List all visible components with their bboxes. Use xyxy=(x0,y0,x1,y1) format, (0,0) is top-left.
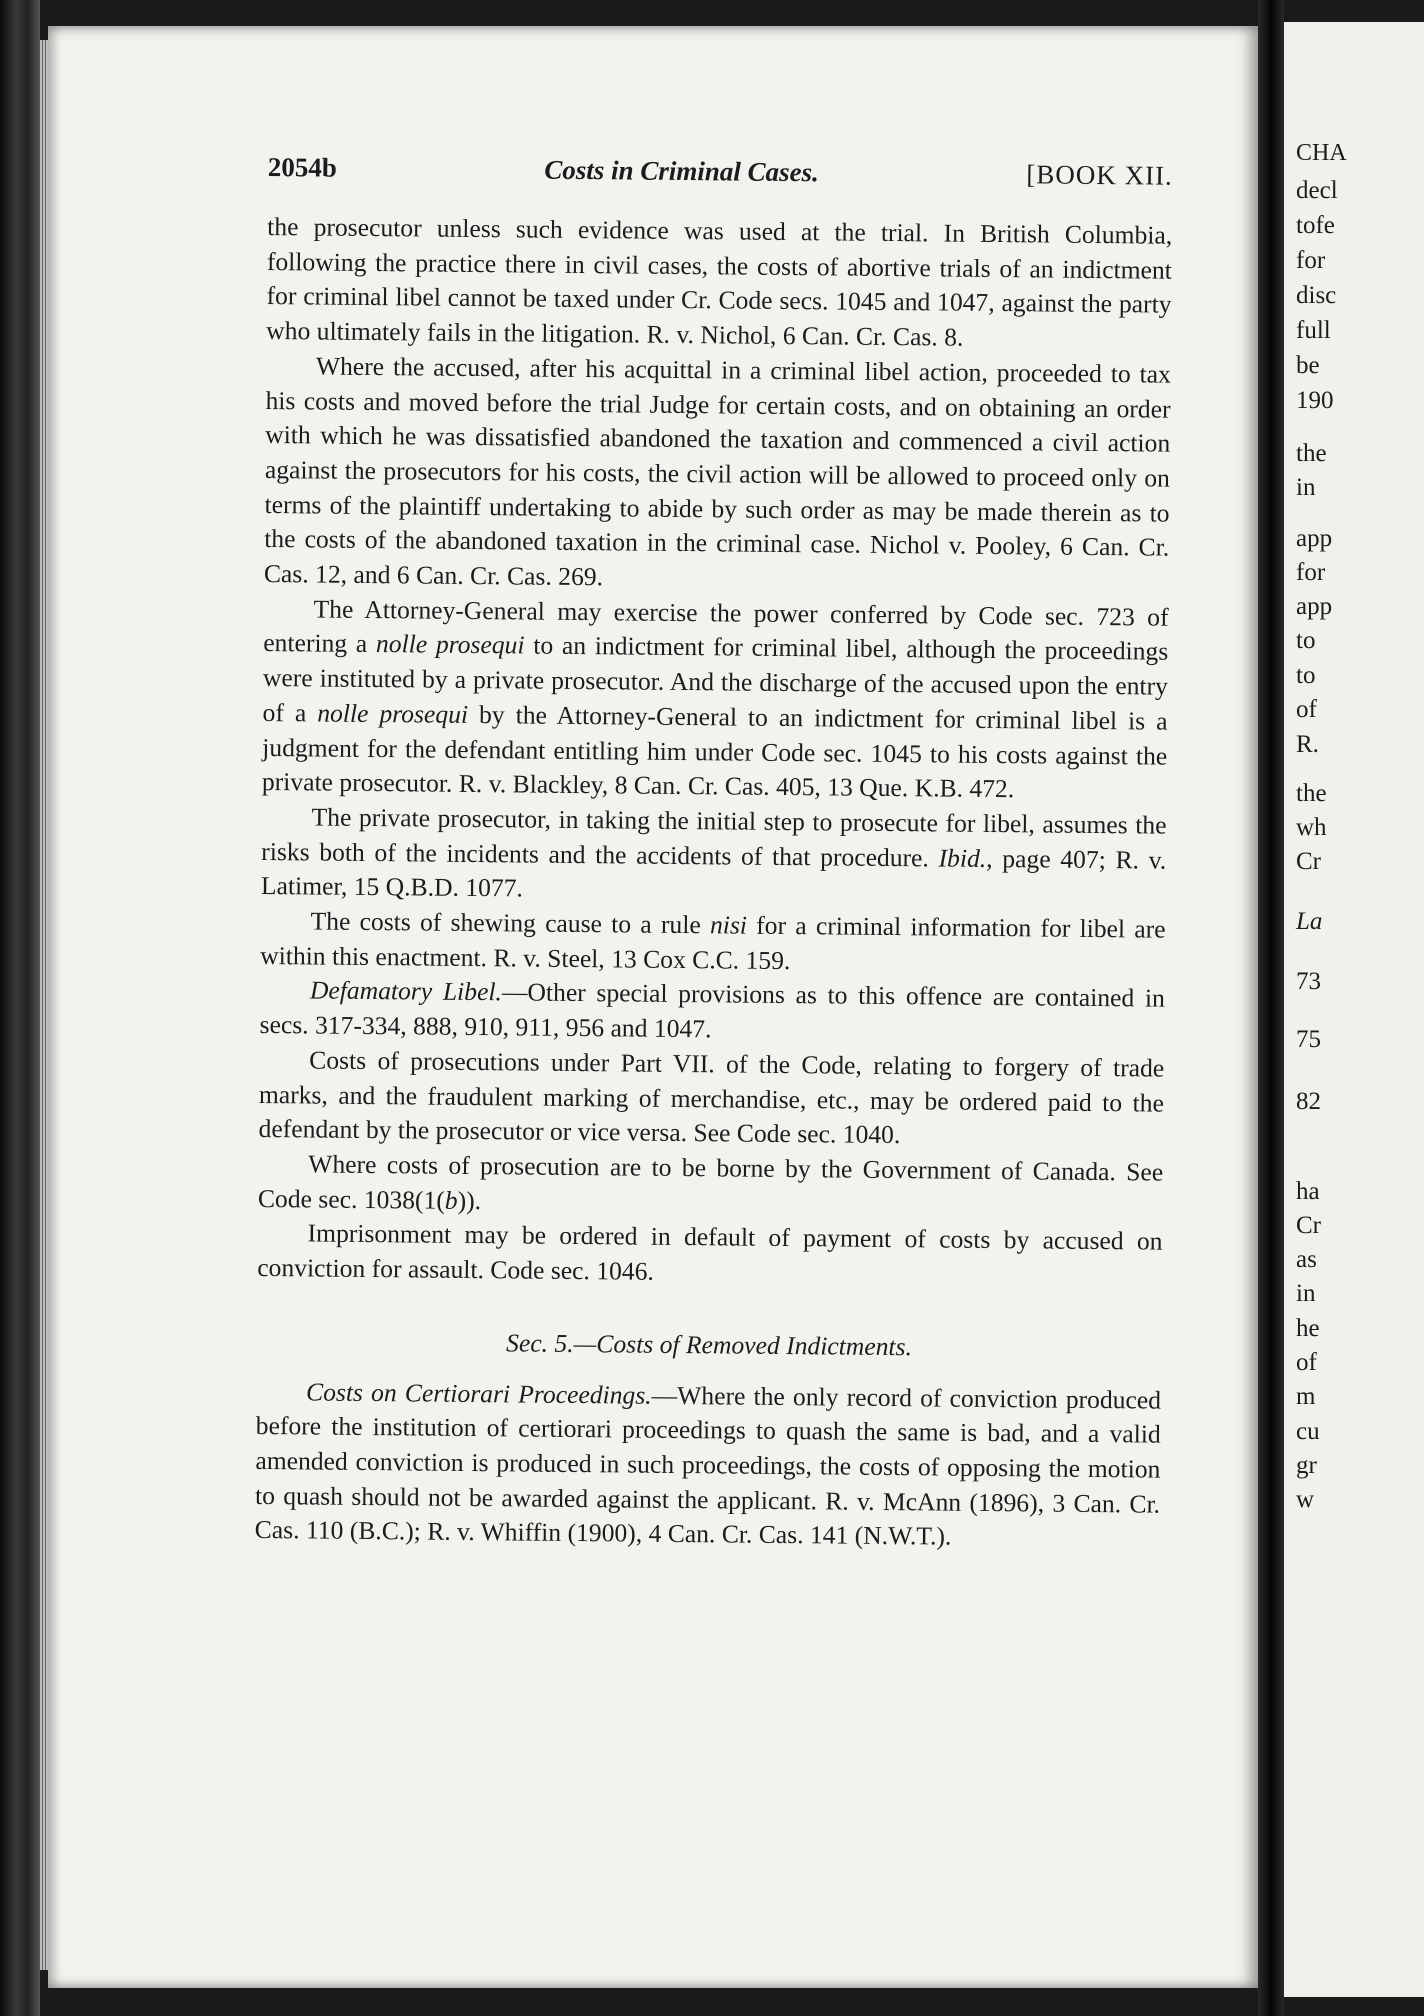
final-paragraph-wrap xyxy=(255,1374,1162,1556)
italic-text: Defamatory Libel. xyxy=(309,975,503,1007)
facing-page-fragment: R. xyxy=(1296,731,1319,758)
page-text-block xyxy=(255,150,1173,1557)
book-binding xyxy=(0,0,40,2016)
facing-page-fragment: cu xyxy=(1296,1418,1320,1445)
facing-page-fragment: ha xyxy=(1296,1178,1320,1205)
text-run: —Where the only record of conviction produced before the institution of certiorari proceedings to quash the same is bad, and a valid amended conviction is produced in such proceedings, the costs of opposing the motion to quash should not be awarded against the applicant. R. v. McAnn (1896), 3 Can. Cr. Cas. 110 (B.C.); R. v. Whiffin (1900), 4 Can. Cr. Cas. 141 (N.W.T.). xyxy=(254,1380,1162,1551)
text-run: by the Attorney-General to an indictment for criminal libel is a judgment for the defendant entitling him under Code sec. 1045 to his costs against the private prosecutor. R. v. Blackley, 8 Can. Cr. Cas. 405, 13 Que. K.B. 472. xyxy=(261,699,1168,804)
italic-text: nolle prosequi xyxy=(317,698,469,729)
text-run: —Other special provisions as to this offence are contained in secs. 317-334, 888, 910, 911, 956 and 1047. xyxy=(259,977,1166,1044)
section-heading: Sec. 5.—Costs of Removed Indictments. xyxy=(505,1328,913,1362)
paragraph xyxy=(266,210,1172,357)
facing-page-fragment: of xyxy=(1296,1349,1317,1376)
text-run: for a criminal information for libel are within this enactment. R. v. Steel, 13 Cox C.C. 159. xyxy=(260,910,1166,975)
page-number: 2054b xyxy=(267,151,338,183)
italic-text: Costs on Certiorari Proceedings. xyxy=(305,1376,652,1410)
paragraph xyxy=(262,592,1169,809)
facing-page-fragment: full xyxy=(1296,317,1331,344)
text-run: , page 407; R. v. Latimer, 15 Q.B.D. 1077. xyxy=(260,843,1167,903)
italic-text: nolle prosequi xyxy=(375,629,525,660)
facing-page-fragment: 73 xyxy=(1296,968,1321,995)
italic-text: nisi xyxy=(709,910,748,940)
paragraph xyxy=(259,973,1165,1051)
facing-page-fragment: in xyxy=(1296,1280,1316,1307)
text-run: Costs of prosecutions under Part VII. of the Code, relating to forgery of trade marks, and the fraudulent marking of merchandise, etc., may be ordered paid to the defendant by the prosecutor or vice versa. See Code sec. 1040. xyxy=(258,1045,1165,1150)
facing-page-fragment: 75 xyxy=(1296,1026,1321,1053)
text-run: The private prosecutor, in taking the initial step to prosecute for libel, assumes the risks both of the incidents and the accidents of that procedure. xyxy=(261,802,1167,873)
facing-page-fragment: in xyxy=(1296,474,1316,501)
text-run: Where costs of prosecution are to be borne by the Government of Canada. See Code sec. 1038(1( xyxy=(257,1149,1164,1215)
facing-page-fragment: for xyxy=(1296,247,1326,274)
facing-page-fragment: to xyxy=(1296,627,1316,654)
facing-page-fragment: La xyxy=(1296,908,1323,935)
paragraph xyxy=(257,1216,1163,1294)
facing-page-fragment: the xyxy=(1296,780,1327,807)
text-run: the prosecutor unless such evidence was used at the trial. In British Columbia, following the practice there in civil cases, the costs of abortive trials of an indictment for criminal libel cannot be taxed under Cr. Code secs. 1045 and 1047, against the party who ultimately fails in the litigation. R. v. Nichol, 6 Can. Cr. Cas. 8. xyxy=(266,211,1173,352)
body-paragraphs xyxy=(257,210,1172,1294)
facing-page-fragment: the xyxy=(1296,440,1327,467)
facing-page-fragment: 82 xyxy=(1296,1088,1321,1115)
facing-page-fragment: wh xyxy=(1296,814,1327,841)
italic-text: b xyxy=(444,1185,458,1215)
facing-page-fragment: to xyxy=(1296,662,1316,689)
facing-page-fragment: tofe xyxy=(1296,212,1335,239)
paragraph xyxy=(258,1043,1164,1156)
text-run: The Attorney-General may exercise the power conferred by Code sec. 723 of entering a xyxy=(263,594,1169,659)
facing-page-fragment: m xyxy=(1296,1383,1316,1410)
facing-page-fragment: gr xyxy=(1296,1452,1317,1479)
facing-page-fragment: w xyxy=(1296,1486,1315,1513)
facing-page-fragment: decl xyxy=(1296,177,1338,204)
facing-page-fragment: app xyxy=(1296,593,1333,620)
text-run: Where the accused, after his acquittal in a criminal libel action, proceeded to tax his costs and moved before the trial Judge for certain costs, and on obtaining an order with which he was dissatisfied abandoned the taxation and commenced a civil action against the prosecutors for his costs, the civil action will be allowed to proceed only on terms of the plaintiff undertaking to abide by such order as may be made therein as to the costs of the abandoned taxation in the criminal case. Nichol v. Pooley, 6 Can. Cr. Cas. 12, and 6 Can. Cr. Cas. 269. xyxy=(263,351,1172,592)
facing-page-fragment: CHA xyxy=(1296,140,1347,166)
text-run: )). xyxy=(457,1185,482,1215)
facing-page-fragment: Cr xyxy=(1296,848,1321,875)
final-paragraph xyxy=(255,1374,1162,1556)
italic-text: Ibid. xyxy=(938,843,987,873)
paragraph xyxy=(264,349,1171,601)
facing-page-fragment: as xyxy=(1296,1246,1317,1273)
facing-page-fragment: be xyxy=(1296,352,1320,379)
facing-page-fragment: for xyxy=(1296,559,1326,586)
book-reference: [BOOK XII. xyxy=(1026,159,1173,191)
running-title: Costs in Criminal Cases. xyxy=(544,154,820,188)
book-gutter xyxy=(1258,0,1284,2016)
facing-page-fragment: disc xyxy=(1296,282,1337,309)
text-run: Imprisonment may be ordered in default of payment of costs by accused on conviction for assault. Code sec. 1046. xyxy=(257,1218,1163,1286)
facing-page-fragment: Cr xyxy=(1296,1212,1321,1239)
facing-page-fragment: he xyxy=(1296,1315,1320,1342)
paragraph xyxy=(260,904,1166,982)
paragraph xyxy=(261,800,1167,913)
paragraph xyxy=(258,1147,1164,1225)
text-run: The costs of shewing cause to a rule xyxy=(310,906,711,940)
page-header xyxy=(268,150,1173,204)
facing-page-fragment: 190 xyxy=(1296,387,1334,414)
facing-page xyxy=(1284,22,1424,1997)
facing-page-fragment: of xyxy=(1296,696,1317,723)
text-run: to an indictment for criminal libel, although the proceedings were instituted by a private prosecutor. And the discharge of the accused upon the entry of a xyxy=(262,630,1169,728)
facing-page-fragment: app xyxy=(1296,525,1333,552)
